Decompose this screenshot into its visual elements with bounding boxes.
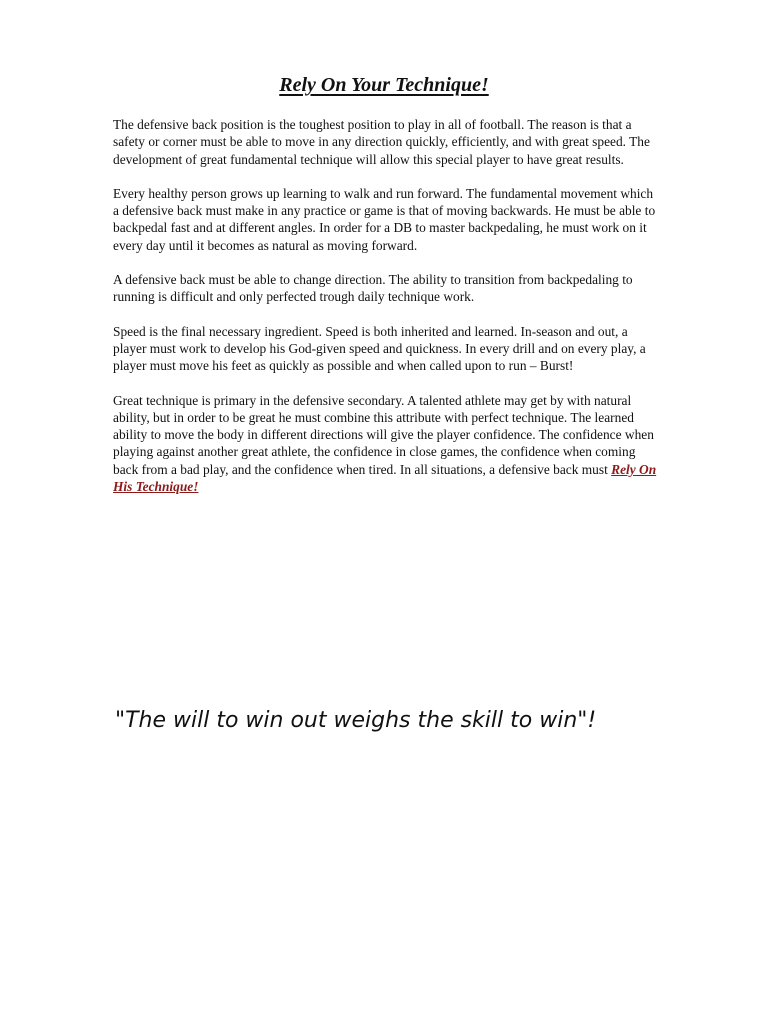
- paragraph-change-direction: A defensive back must be able to change direction. The ability to transition from backpedaling to running is difficult and only perfected trough daily technique work.: [113, 272, 633, 305]
- paragraph-speed: Speed is the final necessary ingredient. Speed is both inherited and learned. In-season and out, a player must work to develop his God-given speed and quickness. In every drill and on every play, a player must move his feet as quickly as possible and when called upon to run – Burst!: [113, 323, 646, 374]
- paragraph-conclusion-text: Great technique is primary in the defensive secondary. A talented athlete may get by with natural ability, but in order to be great he must combine this attribute with perfect technique. The learned ability to move the body in different directions will give the player confidence. The confidence when playing against another great athlete, the confidence in close games, the confidence when coming back from a bad play, and the confidence when tired. In all situations, a defensive back must: [113, 392, 654, 477]
- document-body: [113, 116, 661, 512]
- paragraph-conclusion: [113, 392, 661, 496]
- document-title: Rely On Your Technique!: [279, 74, 489, 96]
- closing-emphasis: Rely On His Technique!: [113, 461, 657, 495]
- motivational-quote: "The will to win out weighs the skill to win"!: [115, 708, 597, 733]
- paragraph-intro: The defensive back position is the toughest position to play in all of football. The reason is that a safety or corner must be able to move in any direction quickly, efficiently, and with great speed. The development of great fundamental technique will allow this special player to have great results.: [113, 117, 650, 167]
- paragraph-backpedal: Every healthy person grows up learning to walk and run forward. The fundamental movement which a defensive back must make in any practice or game is that of moving backwards. He must be able to backpedal fast and at different angles. In order for a DB to master backpedaling, he must work on it every day until it becomes as natural as moving forward.: [113, 185, 656, 253]
